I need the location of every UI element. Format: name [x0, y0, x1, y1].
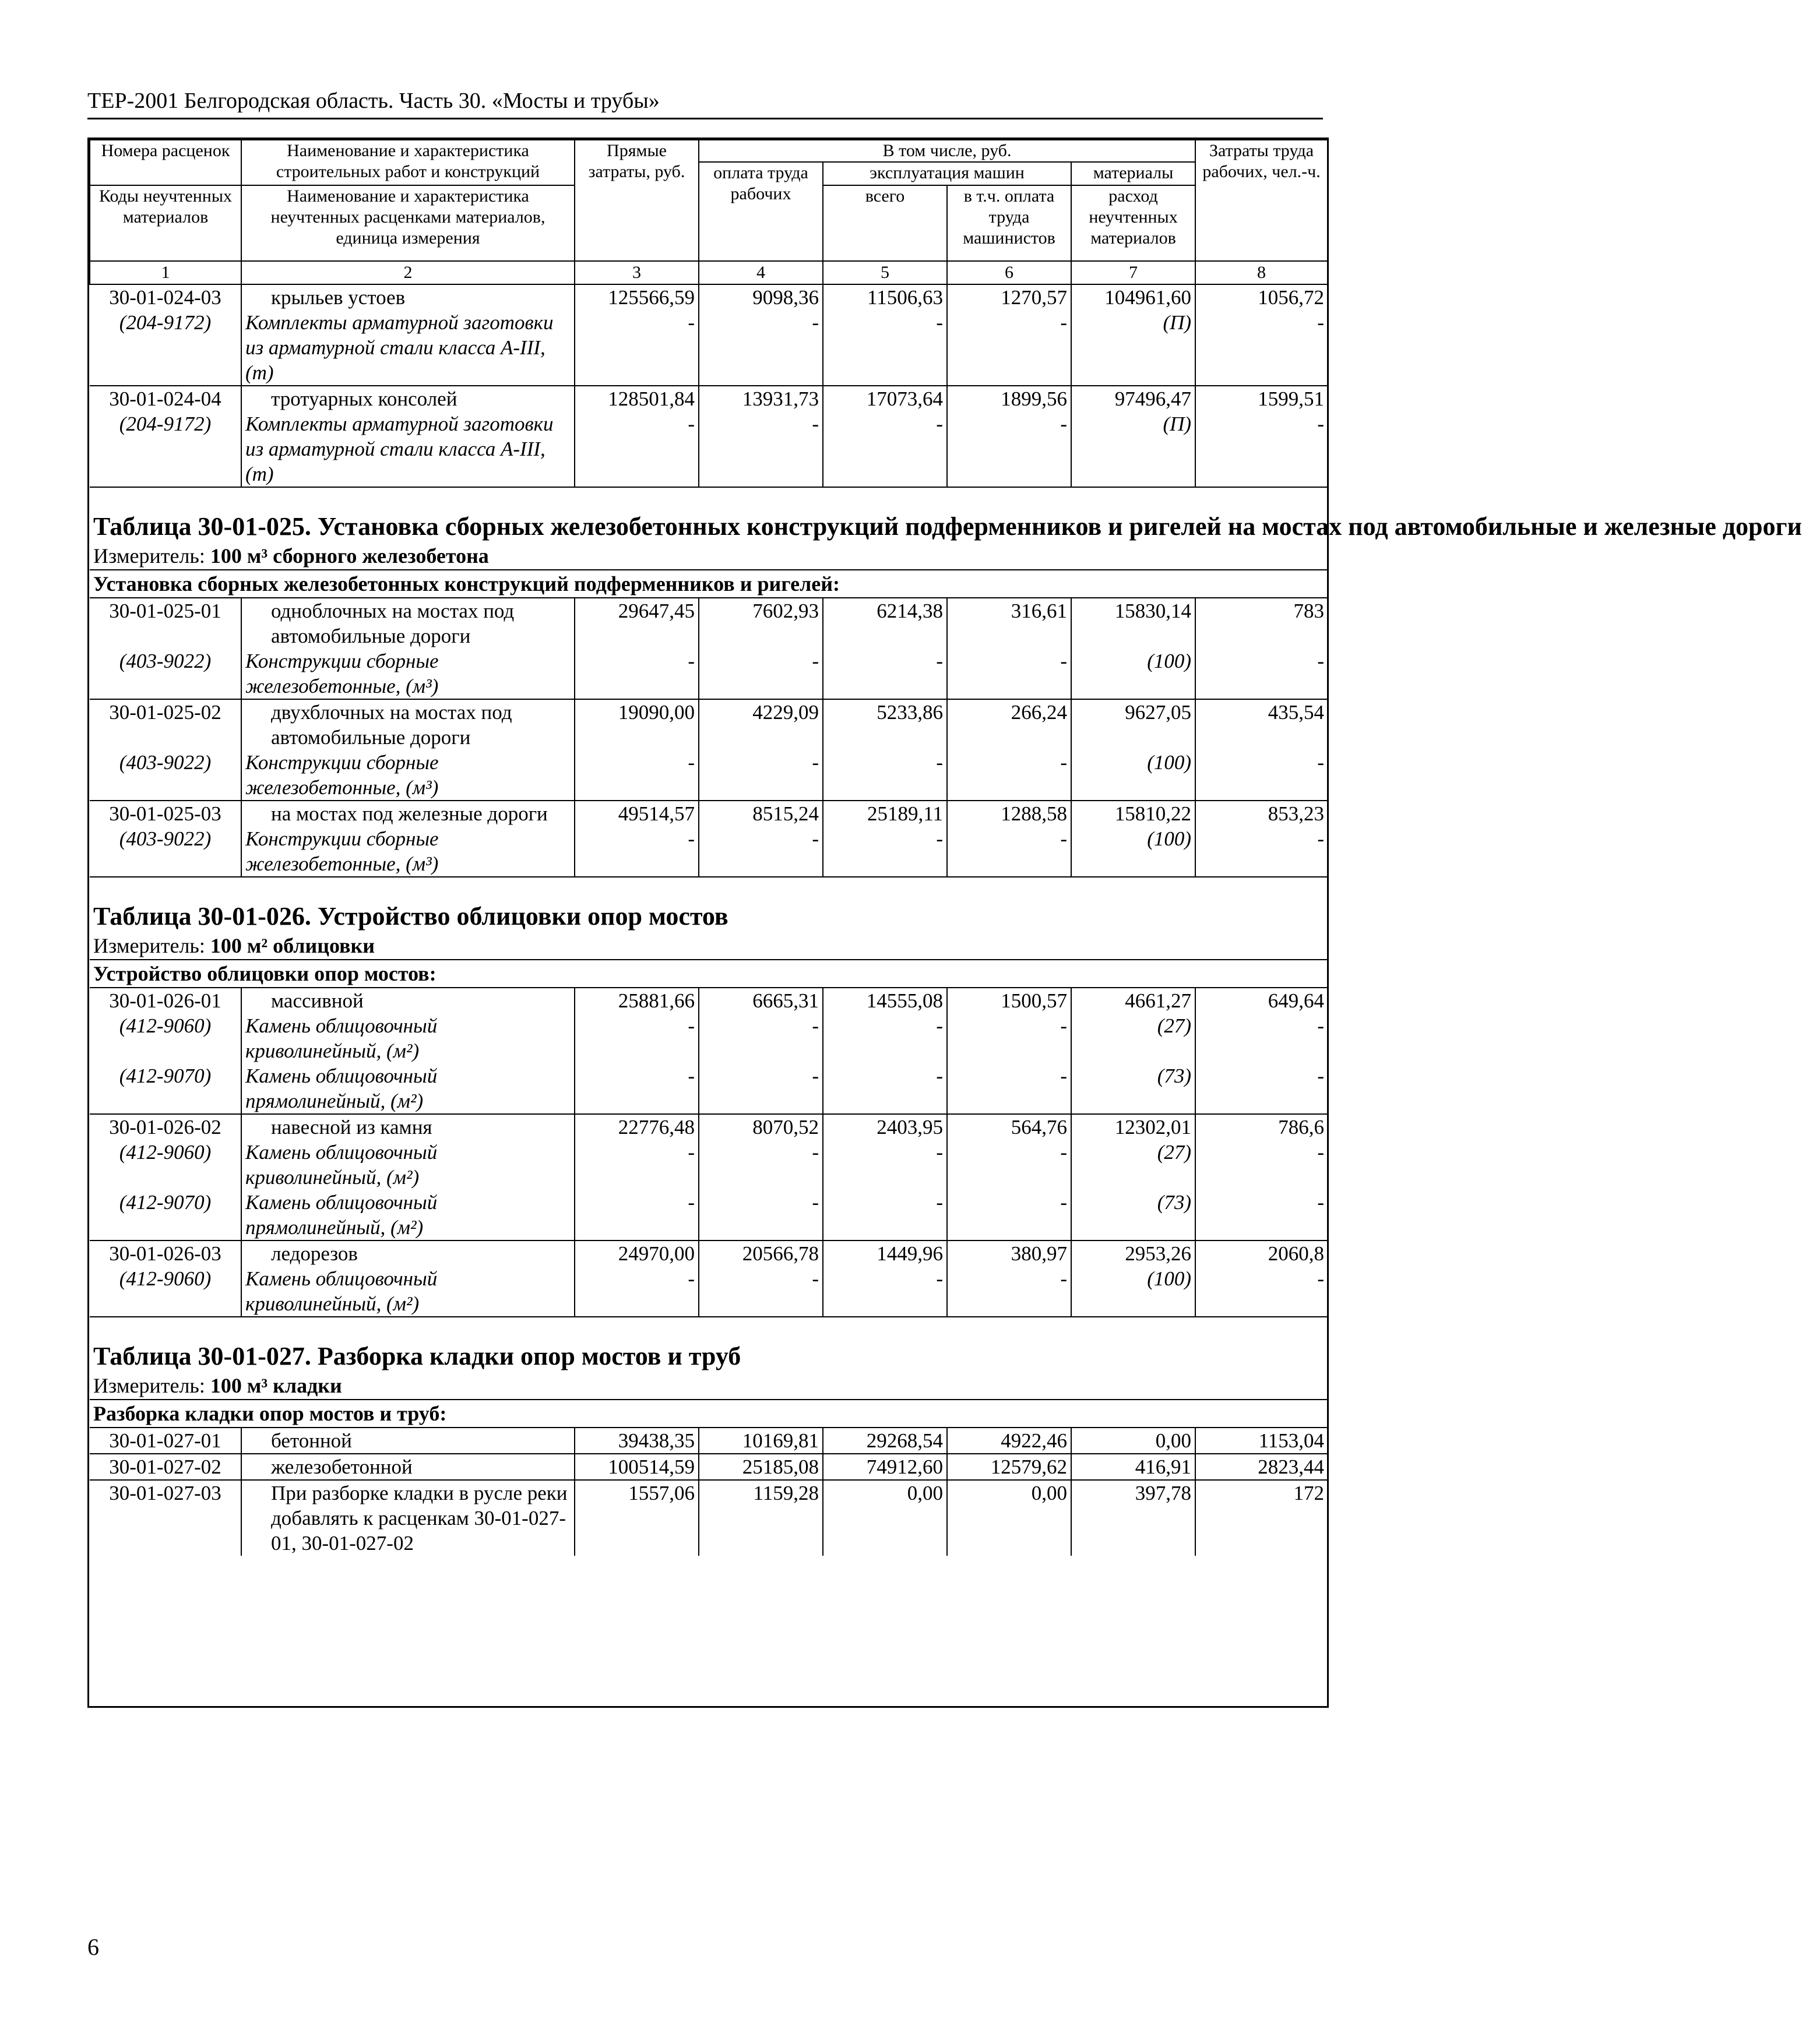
table-025-section: Установка сборных железобетонных конструкций подферменников и ригелей: — [90, 570, 1328, 598]
labor-hours: 786,6 — [1195, 1114, 1328, 1140]
labor-hours: 783 — [1195, 598, 1328, 649]
dash: - — [947, 1013, 1071, 1063]
header-col5: всего — [823, 185, 947, 261]
machinist-pay: 266,24 — [947, 699, 1071, 750]
material-row — [90, 1140, 1328, 1190]
dash: - — [575, 1266, 699, 1317]
table-row — [90, 1454, 1328, 1480]
labor-pay: 13931,73 — [699, 386, 823, 411]
direct-cost: 22776,48 — [575, 1114, 699, 1140]
work-name: навесной из камня — [241, 1114, 575, 1140]
direct-cost: 49514,57 — [575, 801, 699, 826]
header-col2-top: Наименование и характеристика строительных работ и конструкций — [241, 140, 575, 185]
material-row — [90, 1190, 1328, 1241]
material-name: Конструкции сборные железобетонные, (м³) — [241, 826, 575, 877]
dash: - — [1195, 750, 1328, 801]
material-row — [90, 750, 1328, 801]
rate-code: 30-01-027-02 — [109, 1456, 221, 1478]
rows-027 — [90, 1428, 1328, 1556]
material-row — [90, 649, 1328, 699]
rate-code: 30-01-026-03 — [109, 1242, 221, 1265]
work-name: ледорезов — [241, 1241, 575, 1266]
labor-hours: 172 — [1195, 1480, 1328, 1556]
machines-total: 0,00 — [823, 1480, 947, 1556]
dash: - — [947, 826, 1071, 877]
dash: - — [823, 649, 947, 699]
material-quantity: (27) — [1071, 1140, 1195, 1190]
material-code: (403-9022) — [119, 650, 212, 672]
rate-code: 30-01-026-01 — [109, 989, 221, 1012]
direct-cost: 19090,00 — [575, 699, 699, 750]
materials: 12302,01 — [1071, 1114, 1195, 1140]
dash: - — [1195, 649, 1328, 699]
col-number: 2 — [241, 261, 575, 284]
dash: - — [699, 826, 823, 877]
dash: - — [947, 1140, 1071, 1190]
rate-code: 30-01-026-02 — [109, 1116, 221, 1139]
material-row — [90, 310, 1328, 386]
machinist-pay: 1500,57 — [947, 988, 1071, 1013]
rate-code: 30-01-027-01 — [109, 1429, 221, 1452]
labor-pay: 9098,36 — [699, 284, 823, 310]
direct-cost: 24970,00 — [575, 1241, 699, 1266]
labor-hours: 435,54 — [1195, 699, 1328, 750]
table-row — [90, 988, 1328, 1013]
dash: - — [823, 1266, 947, 1317]
machinist-pay: 4922,46 — [947, 1428, 1071, 1454]
dash: - — [699, 411, 823, 487]
dash: - — [575, 826, 699, 877]
dash: - — [575, 750, 699, 801]
labor-pay: 7602,93 — [699, 598, 823, 649]
machinist-pay: 564,76 — [947, 1114, 1071, 1140]
material-name: Конструкции сборные железобетонные, (м³) — [241, 750, 575, 801]
direct-cost: 100514,59 — [575, 1454, 699, 1480]
table-025-title: Таблица 30-01-025. Установка сборных железобетонных конструкций подферменников и ригелей на мостах под автомобильные и железные дороги — [93, 512, 1802, 541]
machinist-pay: 316,61 — [947, 598, 1071, 649]
col-number: 5 — [823, 261, 947, 284]
dash: - — [947, 1063, 1071, 1114]
material-name: Камень облицовочный криволинейный, (м²) — [241, 1140, 575, 1190]
dash: - — [699, 1140, 823, 1190]
materials: 9627,05 — [1071, 699, 1195, 750]
table-row — [90, 801, 1328, 826]
direct-cost: 1557,06 — [575, 1480, 699, 1556]
material-code: (403-9022) — [119, 751, 212, 774]
labor-pay: 8070,52 — [699, 1114, 823, 1140]
material-quantity: (100) — [1071, 750, 1195, 801]
material-code: (412-9060) — [119, 1141, 212, 1164]
table-row — [90, 1114, 1328, 1140]
price-table — [89, 139, 1802, 1556]
header-col2-bottom: Наименование и характеристика неучтенных расценками материалов, единица измерения — [241, 185, 575, 261]
material-code: (412-9070) — [119, 1191, 212, 1214]
material-quantity: (73) — [1071, 1063, 1195, 1114]
dash: - — [1195, 310, 1328, 386]
dash: - — [575, 1190, 699, 1241]
labor-hours: 1056,72 — [1195, 284, 1328, 310]
material-row — [90, 826, 1328, 877]
col-number: 7 — [1071, 261, 1195, 284]
dash: - — [823, 1013, 947, 1063]
page-header: ТЕР-2001 Белгородская область. Часть 30. «Мосты и трубы» — [87, 87, 1323, 119]
table-row — [90, 1428, 1328, 1454]
table-row — [90, 1241, 1328, 1266]
labor-pay: 10169,81 — [699, 1428, 823, 1454]
rate-code: 30-01-024-03 — [109, 286, 221, 309]
material-quantity: (27) — [1071, 1013, 1195, 1063]
material-name: Камень облицовочный криволинейный, (м²) — [241, 1013, 575, 1063]
labor-hours: 649,64 — [1195, 988, 1328, 1013]
labor-hours: 2823,44 — [1195, 1454, 1328, 1480]
materials: 104961,60 — [1071, 284, 1195, 310]
header-machines: эксплуатация машин — [823, 162, 1071, 185]
rows-026 — [90, 988, 1328, 1317]
header-col1-bottom: Коды неучтенных материалов — [90, 185, 241, 261]
rate-code: 30-01-025-01 — [109, 600, 221, 622]
material-code: (204-9172) — [119, 413, 212, 435]
machinist-pay: 380,97 — [947, 1241, 1071, 1266]
machines-total: 14555,08 — [823, 988, 947, 1013]
dash: - — [947, 1190, 1071, 1241]
dash: - — [823, 1063, 947, 1114]
dash: - — [947, 750, 1071, 801]
machinist-pay: 1899,56 — [947, 386, 1071, 411]
table-row — [90, 1480, 1328, 1556]
labor-hours: 1599,51 — [1195, 386, 1328, 411]
direct-cost: 29647,45 — [575, 598, 699, 649]
machinist-pay: 1288,58 — [947, 801, 1071, 826]
material-quantity: (100) — [1071, 826, 1195, 877]
dash: - — [699, 649, 823, 699]
materials: 4661,27 — [1071, 988, 1195, 1013]
work-name: на мостах под железные дороги — [241, 801, 575, 826]
material-name: Камень облицовочный криволинейный, (м²) — [241, 1266, 575, 1317]
machines-total: 1449,96 — [823, 1241, 947, 1266]
material-row — [90, 1013, 1328, 1063]
col-number: 8 — [1195, 261, 1328, 284]
material-quantity: (100) — [1071, 649, 1195, 699]
dash: - — [699, 1063, 823, 1114]
materials: 15830,14 — [1071, 598, 1195, 649]
machines-total: 2403,95 — [823, 1114, 947, 1140]
price-table-frame — [87, 138, 1802, 1708]
work-name: При разборке кладки в русле реки добавлять к расценкам 30-01-027-01, 30-01-027-02 — [241, 1480, 575, 1556]
material-code: (204-9172) — [119, 311, 212, 334]
machines-total: 5233,86 — [823, 699, 947, 750]
dash: - — [823, 750, 947, 801]
work-name: одноблочных на мостах под автомобильные дороги — [241, 598, 575, 649]
labor-pay: 20566,78 — [699, 1241, 823, 1266]
material-code: (403-9022) — [119, 827, 212, 850]
dash: - — [699, 750, 823, 801]
dash: - — [1195, 411, 1328, 487]
machines-total: 6214,38 — [823, 598, 947, 649]
header-col8: Затраты труда рабочих, чел.-ч. — [1195, 140, 1328, 261]
material-quantity: (100) — [1071, 1266, 1195, 1317]
machines-total: 17073,64 — [823, 386, 947, 411]
dash: - — [1195, 1013, 1328, 1063]
dash: - — [823, 1140, 947, 1190]
material-quantity: (73) — [1071, 1190, 1195, 1241]
material-code: (412-9060) — [119, 1014, 212, 1037]
dash: - — [575, 310, 699, 386]
material-name: Конструкции сборные железобетонные, (м³) — [241, 649, 575, 699]
labor-pay: 25185,08 — [699, 1454, 823, 1480]
dash: - — [947, 649, 1071, 699]
table-027-section: Разборка кладки опор мостов и труб: — [90, 1400, 1328, 1428]
dash: - — [1195, 826, 1328, 877]
dash: - — [1195, 1063, 1328, 1114]
dash: - — [823, 1190, 947, 1241]
material-quantity: (П) — [1071, 310, 1195, 386]
material-name: Камень облицовочный прямолинейный, (м²) — [241, 1063, 575, 1114]
machines-total: 25189,11 — [823, 801, 947, 826]
page-number: 6 — [87, 1934, 99, 1960]
materials: 0,00 — [1071, 1428, 1195, 1454]
dash: - — [699, 1190, 823, 1241]
dash: - — [823, 411, 947, 487]
materials: 416,91 — [1071, 1454, 1195, 1480]
dash: - — [1195, 1266, 1328, 1317]
rows-top — [90, 284, 1328, 487]
material-code: (412-9070) — [119, 1065, 212, 1087]
material-code: (412-9060) — [119, 1267, 212, 1290]
rate-code: 30-01-024-04 — [109, 387, 221, 410]
header-materials: материалы — [1071, 162, 1195, 185]
machines-total: 11506,63 — [823, 284, 947, 310]
col-number: 3 — [575, 261, 699, 284]
materials: 2953,26 — [1071, 1241, 1195, 1266]
header-col1-top: Номера расценок — [90, 140, 241, 185]
table-row — [90, 284, 1328, 310]
material-quantity: (П) — [1071, 411, 1195, 487]
dash: - — [575, 1140, 699, 1190]
rate-code: 30-01-025-02 — [109, 701, 221, 724]
material-row — [90, 1063, 1328, 1114]
dash: - — [947, 310, 1071, 386]
material-row — [90, 411, 1328, 487]
machinist-pay: 1270,57 — [947, 284, 1071, 310]
labor-pay: 8515,24 — [699, 801, 823, 826]
dash: - — [699, 1266, 823, 1317]
table-026-title: Таблица 30-01-026. Устройство облицовки опор мостов — [93, 902, 728, 931]
machines-total: 74912,60 — [823, 1454, 947, 1480]
labor-pay: 6665,31 — [699, 988, 823, 1013]
dash: - — [947, 411, 1071, 487]
work-name: крыльев устоев — [241, 284, 575, 310]
header-col6: в т.ч. оплата труда машинистов — [947, 185, 1071, 261]
labor-hours: 1153,04 — [1195, 1428, 1328, 1454]
dash: - — [575, 649, 699, 699]
table-025-measure: Измеритель: 100 м³ сборного железобетона — [93, 544, 489, 568]
dash: - — [699, 1013, 823, 1063]
direct-cost: 25881,66 — [575, 988, 699, 1013]
dash: - — [699, 310, 823, 386]
materials: 97496,47 — [1071, 386, 1195, 411]
dash: - — [947, 1266, 1071, 1317]
material-name: Комплекты арматурной заготовки из арматурной стали класса А-III, (т) — [241, 411, 575, 487]
header-incl: В том числе, руб. — [699, 140, 1195, 162]
table-027-title: Таблица 30-01-027. Разборка кладки опор мостов и труб — [93, 1342, 741, 1370]
work-name: массивной — [241, 988, 575, 1013]
col-number: 4 — [699, 261, 823, 284]
dash: - — [1195, 1140, 1328, 1190]
dash: - — [823, 826, 947, 877]
rate-code: 30-01-025-03 — [109, 802, 221, 825]
materials: 397,78 — [1071, 1480, 1195, 1556]
header-col4: оплата труда рабочих — [699, 162, 823, 261]
dash: - — [575, 1013, 699, 1063]
work-name: бетонной — [241, 1428, 575, 1454]
work-name: тротуарных консолей — [241, 386, 575, 411]
col-number: 1 — [90, 261, 241, 284]
dash: - — [575, 1063, 699, 1114]
header-col3: Прямые затраты, руб. — [575, 140, 699, 261]
rate-code: 30-01-027-03 — [109, 1482, 221, 1504]
material-name: Камень облицовочный прямолинейный, (м²) — [241, 1190, 575, 1241]
work-name: железобетонной — [241, 1454, 575, 1480]
dash: - — [823, 310, 947, 386]
machinist-pay: 12579,62 — [947, 1454, 1071, 1480]
table-026-measure: Измеритель: 100 м² облицовки — [93, 934, 375, 957]
table-row — [90, 598, 1328, 649]
work-name: двухблочных на мостах под автомобильные дороги — [241, 699, 575, 750]
dash: - — [1195, 1190, 1328, 1241]
labor-hours: 853,23 — [1195, 801, 1328, 826]
direct-cost: 39438,35 — [575, 1428, 699, 1454]
material-row — [90, 1266, 1328, 1317]
col-number: 6 — [947, 261, 1071, 284]
rows-025 — [90, 598, 1328, 877]
dash: - — [575, 411, 699, 487]
table-row — [90, 386, 1328, 411]
material-name: Комплекты арматурной заготовки из арматурной стали класса А-III, (т) — [241, 310, 575, 386]
labor-hours: 2060,8 — [1195, 1241, 1328, 1266]
table-026-section: Устройство облицовки опор мостов: — [90, 960, 1328, 988]
labor-pay: 1159,28 — [699, 1480, 823, 1556]
table-027-measure: Измеритель: 100 м³ кладки — [93, 1374, 342, 1397]
machinist-pay: 0,00 — [947, 1480, 1071, 1556]
table-row — [90, 699, 1328, 750]
direct-cost: 128501,84 — [575, 386, 699, 411]
direct-cost: 125566,59 — [575, 284, 699, 310]
machines-total: 29268,54 — [823, 1428, 947, 1454]
header-col7: расход неучтенных материалов — [1071, 185, 1195, 261]
materials: 15810,22 — [1071, 801, 1195, 826]
labor-pay: 4229,09 — [699, 699, 823, 750]
